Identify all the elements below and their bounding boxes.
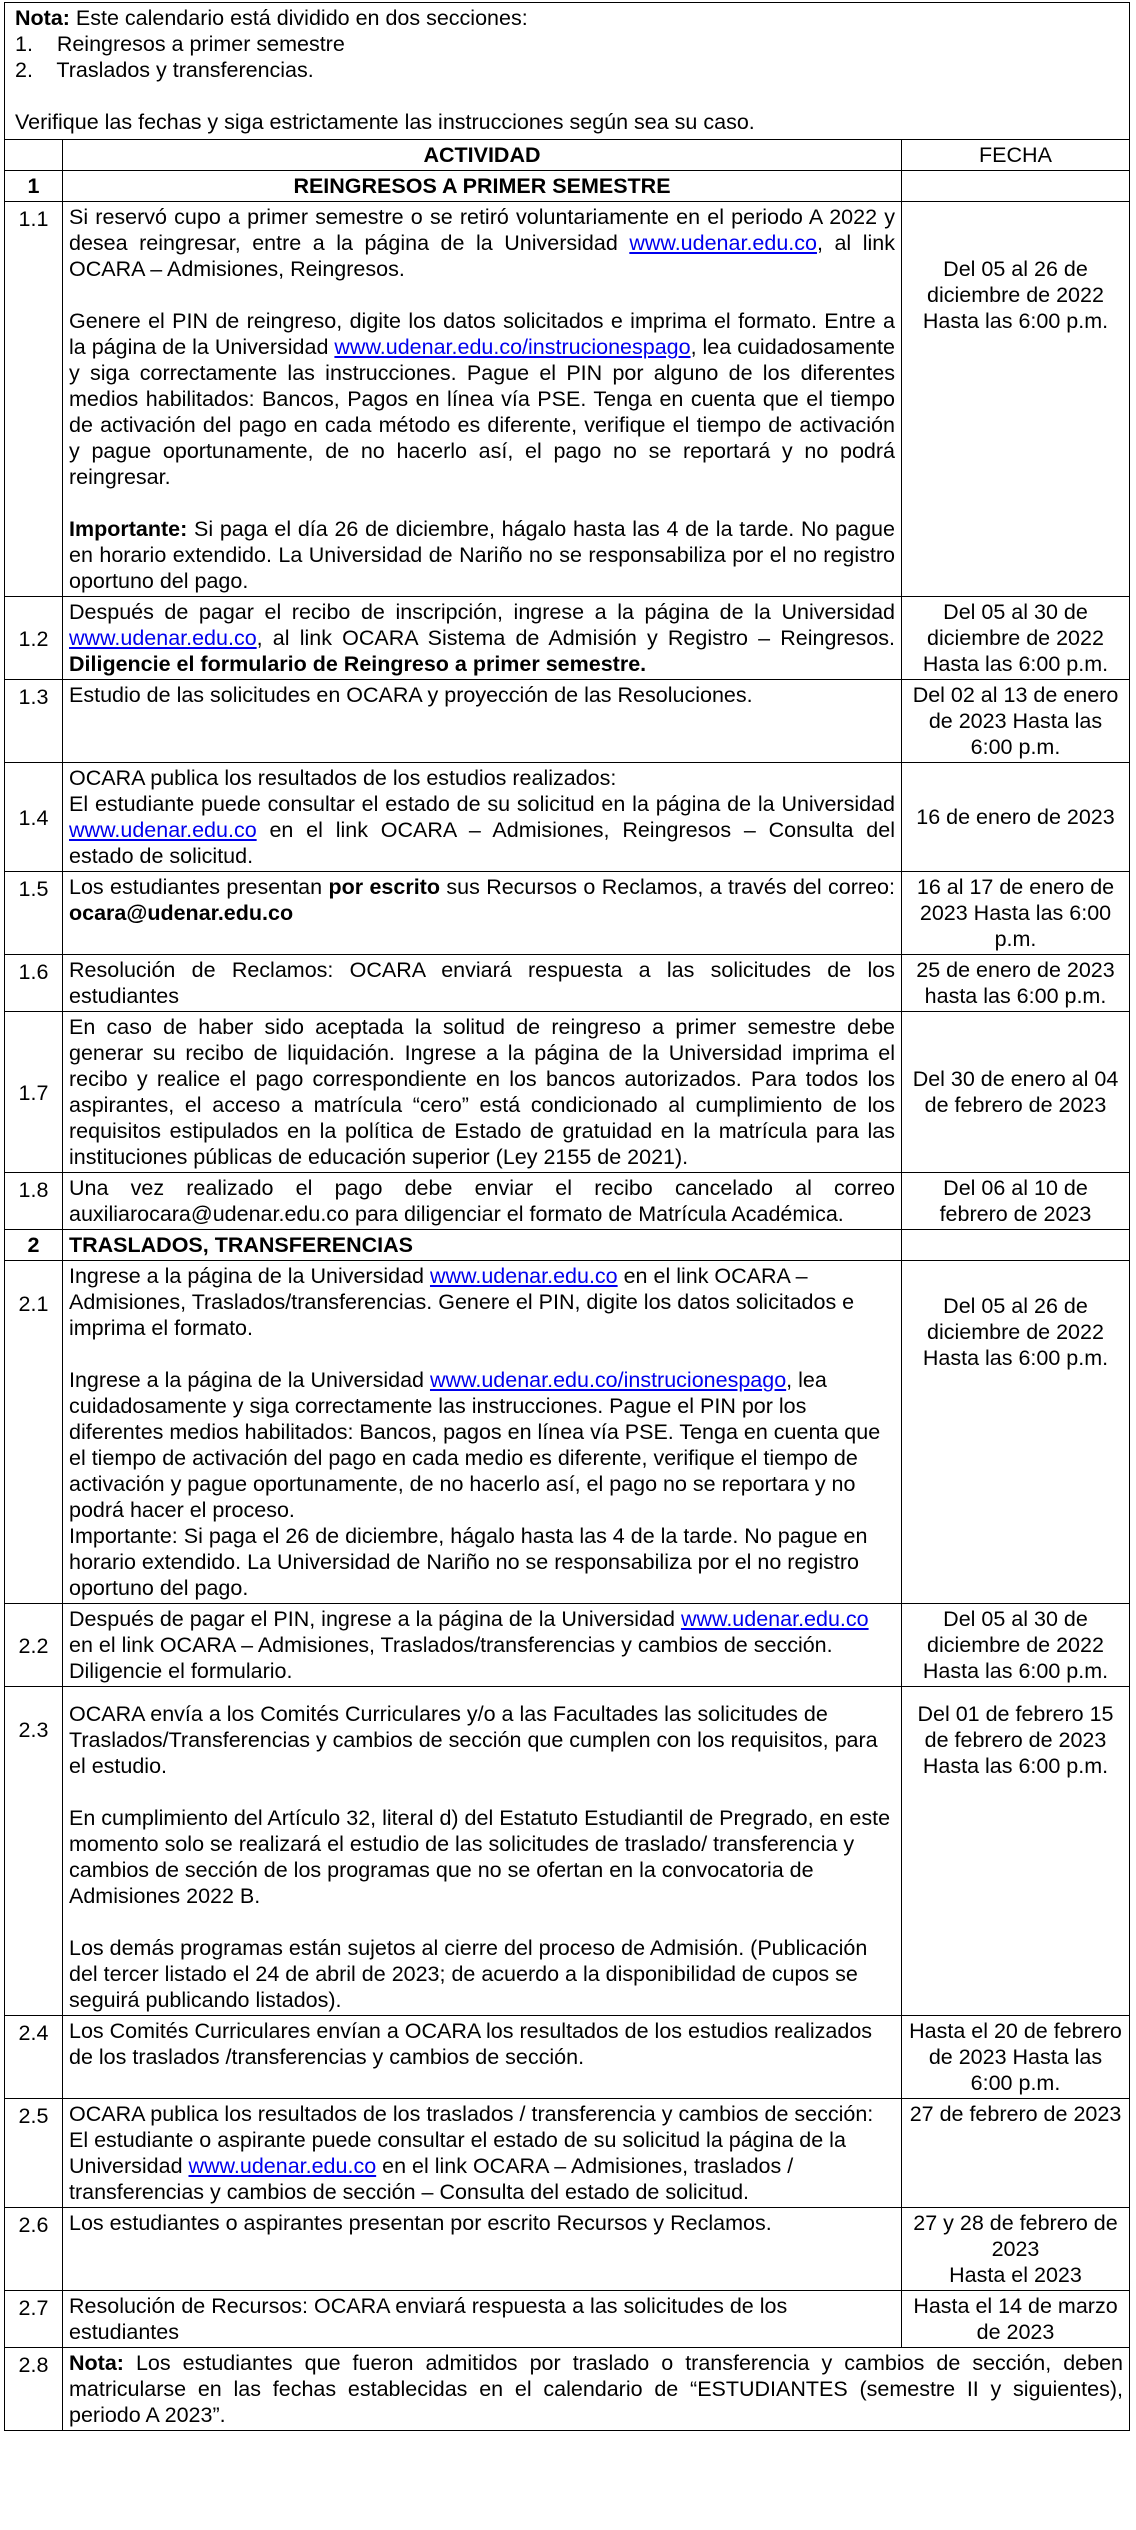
row-num: 1.3 (5, 680, 63, 763)
row-activity: Después de pagar el PIN, ingrese a la página de la Universidad www.udenar.edu.co en el link OCARA – Admisiones, Traslados/transferencias y cambios de sección. Diligencie el formulario. (63, 1604, 902, 1687)
table-row (5, 597, 1130, 680)
table-row (5, 1687, 1130, 2016)
table-row (5, 955, 1130, 1012)
row-activity: OCARA envía a los Comités Curriculares y/o a las Facultades las solicitudes de Traslados/Transferencias y cambios de sección que cumplen con los requisitos, para el estudio. En cumplimiento del Artículo 32, literal d) del Estatuto Estudiantil de Pregrado, en este momento solo se realizará el estudio de las solicitudes de traslado/ transferencia y cambios de sección de los programas que no se ofertan en la convocatoria de Admisiones 2022 B. Los demás programas están sujetos al cierre del proceso de Admisión. (Publicación del tercer listado el 24 de abril de 2023; de acuerdo a la disponibilidad de cupos se seguirá publicando listados). (63, 1687, 902, 2016)
udenar-link[interactable]: www.udenar.edu.co (629, 231, 817, 255)
row-date: 16 al 17 de enero de 2023 Hasta las 6:00 p.m. (901, 872, 1129, 955)
row-date: Del 30 de enero al 04 de febrero de 2023 (901, 1012, 1129, 1173)
row-date: 27 y 28 de febrero de 2023 Hasta el 2023 (901, 2208, 1129, 2291)
row-num: 1.8 (5, 1173, 63, 1230)
row-num: 2.1 (5, 1261, 63, 1604)
row-date: 25 de enero de 2023 hasta las 6:00 p.m. (901, 955, 1129, 1012)
calendar-table (4, 2, 1130, 2431)
udenar-link[interactable]: www.udenar.edu.co (69, 626, 257, 650)
row-activity: Ingrese a la página de la Universidad www.udenar.edu.co en el link OCARA – Admisiones, Traslados/transferencias. Genere el PIN, digite los datos solicitados e imprima el formato. Ingrese a la página de la Universidad www.udenar.edu.co/instrucionespago, lea cuidadosamente y siga correctamente las instrucciones. Pague el PIN por los diferentes medios habilitados: Bancos, pagos en línea vía PSE. Tenga en cuenta que el tiempo de activación del pago en cada medio es diferente, verifique el tiempo de activación y pague oportunamente, de no hacerlo así, el pago no se reportara y no podrá hacer el proceso. Importante: Si paga el 26 de diciembre, hágalo hasta las 4 de la tarde. No pague en horario extendido. La Universidad de Nariño no se responsabiliza por el no registro oportuno del pago. (63, 1261, 902, 1604)
section-1-title: REINGRESOS A PRIMER SEMESTRE (63, 171, 902, 202)
note-item-1: 1. Reingresos a primer semestre (15, 32, 345, 56)
section-2-row (5, 1230, 1130, 1261)
udenar-link[interactable]: www.udenar.edu.co (69, 818, 257, 842)
row-num: 1.2 (5, 597, 63, 680)
section-1-num: 1 (5, 171, 63, 202)
row-date: 27 de febrero de 2023 (901, 2099, 1129, 2208)
table-row (5, 1012, 1130, 1173)
row-num: 1.6 (5, 955, 63, 1012)
udenar-link[interactable]: www.udenar.edu.co (429, 1264, 618, 1288)
row-date: Del 05 al 30 de diciembre de 2022 Hasta las 6:00 p.m. (901, 1604, 1129, 1687)
row-activity: OCARA publica los resultados de los traslados / transferencia y cambios de sección: El estudiante o aspirante puede consultar el estado de su solicitud la página de la Universidad www.udenar.edu.co en el link OCARA – Admisiones, traslados / transferencias y cambios de sección – Consulta del estado de solicitud. (63, 2099, 902, 2208)
section-2-num: 2 (5, 1230, 63, 1261)
row-activity: Los estudiantes presentan por escrito sus Recursos o Reclamos, a través del correo: ocara@udenar.edu.co (63, 872, 902, 955)
row-activity: Si reservó cupo a primer semestre o se retiró voluntariamente en el periodo A 2022 y desea reingresar, entre a la página de la Universidad www.udenar.edu.co, al link OCARA – Admisiones, Reingresos. Genere el PIN de reingreso, digite los datos solicitados e imprima el formato. Entre a la página de la Universidad www.udenar.edu.co/instrucionespago, lea cuidadosamente y siga correctamente las instrucciones. Pague el PIN por alguno de los diferentes medios habilitados: Bancos, Pagos en línea vía PSE. Tenga en cuenta que el tiempo de activación del pago en cada método es diferente, verifique el tiempo de activación y pague oportunamente, de no hacerlo así, el pago no se reportará y no podrá reingresar. Importante: Si paga el día 26 de diciembre, hágalo hasta las 4 de la tarde. No pague en horario extendido. La Universidad de Nariño no se responsabiliza por el no registro oportuno del pago. (63, 202, 902, 597)
row-date: Del 05 al 26 de diciembre de 2022 Hasta las 6:00 p.m. (901, 1261, 1129, 1604)
table-row (5, 872, 1130, 955)
note-cell (5, 3, 1130, 140)
header-date: FECHA (901, 140, 1129, 171)
row-date: 16 de enero de 2023 (901, 763, 1129, 872)
row-activity: Después de pagar el recibo de inscripción, ingrese a la página de la Universidad www.udenar.edu.co, al link OCARA Sistema de Admisión y Registro – Reingresos. Diligencie el formulario de Reingreso a primer semestre. (63, 597, 902, 680)
row-date: Del 01 de febrero 15 de febrero de 2023 Hasta las 6:00 p.m. (901, 1687, 1129, 2016)
udenar-link[interactable]: www.udenar.edu.co (680, 1607, 869, 1631)
table-row (5, 680, 1130, 763)
row-date: Hasta el 20 de febrero de 2023 Hasta las 6:00 p.m. (901, 2016, 1129, 2099)
row-activity: Los estudiantes o aspirantes presentan por escrito Recursos y Reclamos. (63, 2208, 902, 2291)
note-footer: Verifique las fechas y siga estrictamente las instrucciones según sea su caso. (15, 110, 755, 134)
row-activity: Nota: Los estudiantes que fueron admitidos por traslado o transferencia y cambios de sección, deben matricularse en las fechas establecidas en el calendario de “ESTUDIANTES (semestre II y siguientes), periodo A 2023”. (63, 2348, 1130, 2431)
row-date: Hasta el 14 de marzo de 2023 (901, 2291, 1129, 2348)
header-row (5, 140, 1130, 171)
table-row (5, 2348, 1130, 2431)
table-row (5, 763, 1130, 872)
row-num: 2.5 (5, 2099, 63, 2208)
table-row (5, 2291, 1130, 2348)
row-activity: Resolución de Reclamos: OCARA enviará respuesta a las solicitudes de los estudiantes (63, 955, 902, 1012)
table-row (5, 1173, 1130, 1230)
section-1-row (5, 171, 1130, 202)
udenar-link[interactable]: www.udenar.edu.co (188, 2154, 377, 2178)
row-num: 2.7 (5, 2291, 63, 2348)
instrucionespago-link[interactable]: www.udenar.edu.co/instrucionespago (334, 335, 691, 359)
table-row (5, 1604, 1130, 1687)
table-row (5, 2099, 1130, 2208)
note-row (5, 3, 1130, 140)
section-2-title: TRASLADOS, TRANSFERENCIAS (63, 1230, 902, 1261)
row-num: 1.1 (5, 202, 63, 597)
row-activity: Resolución de Recursos: OCARA enviará respuesta a las solicitudes de los estudiantes (63, 2291, 902, 2348)
row-date: Del 05 al 30 de diciembre de 2022 Hasta las 6:00 p.m. (901, 597, 1129, 680)
row-num: 2.3 (5, 1687, 63, 2016)
row-activity: Una vez realizado el pago debe enviar el recibo cancelado al correo auxiliarocara@udenar.edu.co para diligenciar el formato de Matrícula Académica. (63, 1173, 902, 1230)
row-num: 2.6 (5, 2208, 63, 2291)
row-activity: Los Comités Curriculares envían a OCARA los resultados de los estudios realizados de los traslados /transferencias y cambios de sección. (63, 2016, 902, 2099)
note-intro: Este calendario está dividido en dos secciones: (69, 6, 528, 30)
table-row (5, 2208, 1130, 2291)
row-date: Del 02 al 13 de enero de 2023 Hasta las 6:00 p.m. (901, 680, 1129, 763)
row-num: 2.4 (5, 2016, 63, 2099)
row-activity: En caso de haber sido aceptada la solitud de reingreso a primer semestre debe generar su recibo de liquidación. Ingrese a la página de la Universidad imprima el recibo y realice el pago correspondiente en los bancos autorizados. Para todos los aspirantes, el acceso a matrícula “cero” está condicionado al cumplimiento de los requisitos estipulados en la política de Estado de gratuidad en la matrícula para las instituciones públicas de educación superior (Ley 2155 de 2021). (63, 1012, 902, 1173)
table-row (5, 202, 1130, 597)
row-activity: OCARA publica los resultados de los estudios realizados: El estudiante puede consultar el estado de su solicitud en la página de la Universidad www.udenar.edu.co en el link OCARA – Admisiones, Reingresos – Consulta del estado de solicitud. (63, 763, 902, 872)
table-row (5, 2016, 1130, 2099)
row-num: 1.4 (5, 763, 63, 872)
row-num: 2.8 (5, 2348, 63, 2431)
row-activity: Estudio de las solicitudes en OCARA y proyección de las Resoluciones. (63, 680, 902, 763)
row-date: Del 06 al 10 de febrero de 2023 (901, 1173, 1129, 1230)
note-label: Nota: (15, 6, 70, 30)
row-num: 2.2 (5, 1604, 63, 1687)
header-activity: ACTIVIDAD (63, 140, 902, 171)
row-num: 1.7 (5, 1012, 63, 1173)
table-row (5, 1261, 1130, 1604)
row-date: Del 05 al 26 de diciembre de 2022 Hasta las 6:00 p.m. (901, 202, 1129, 597)
row-num: 1.5 (5, 872, 63, 955)
instrucionespago-link[interactable]: www.udenar.edu.co/instrucionespago (429, 1368, 787, 1392)
note-item-2: 2. Traslados y transferencias. (15, 58, 314, 82)
